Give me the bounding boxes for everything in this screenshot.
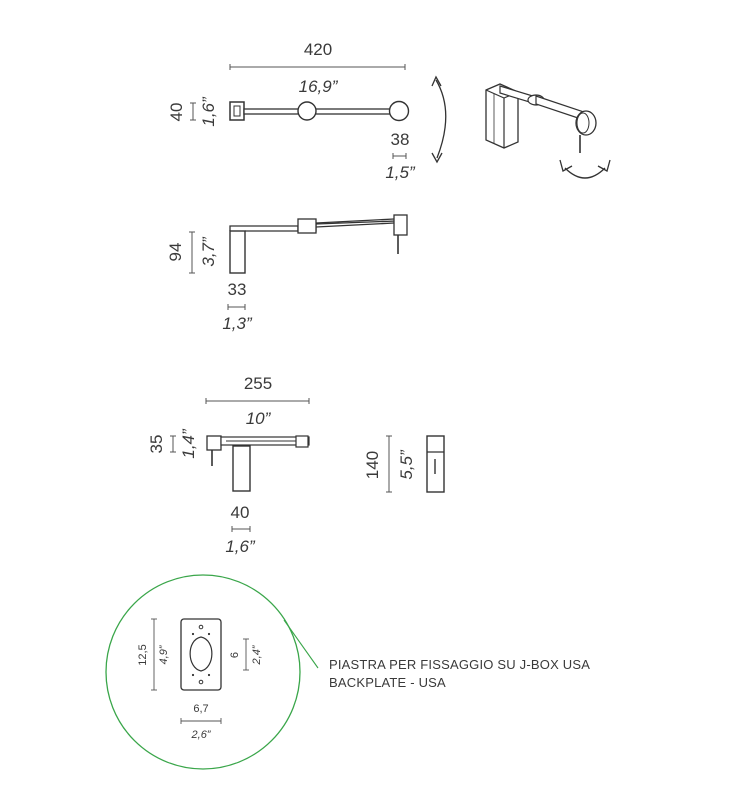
head-in: 1,5” — [385, 163, 415, 182]
side-depth-mm: 33 — [227, 280, 247, 299]
top-width-mm: 420 — [303, 40, 333, 59]
folded-base-in: 1,6” — [225, 537, 255, 556]
folded-width-in: 10” — [245, 409, 271, 428]
front-height-in: 5,5” — [397, 450, 416, 480]
side-depth-in: 1,3” — [222, 314, 252, 333]
lamp-perspective-icon — [486, 84, 610, 178]
jbox-opening — [190, 637, 212, 671]
swivel-arrow-icon — [565, 168, 605, 178]
callout-leader — [284, 620, 318, 668]
hole-cm: 6 — [229, 651, 241, 659]
folded-base-mm: 40 — [230, 503, 250, 522]
top-height-mm: 40 — [167, 102, 186, 122]
arm-joint — [298, 102, 316, 120]
side-height-mm: 94 — [166, 242, 185, 262]
front-height-mm: 140 — [363, 450, 382, 480]
folded-view — [147, 374, 309, 556]
head-mm: 38 — [390, 130, 410, 149]
folded-height-in: 1,4” — [179, 429, 198, 459]
top-view — [167, 40, 446, 182]
rotation-arrow-icon — [436, 80, 446, 158]
folded-wall-box — [233, 446, 250, 491]
backplate-width-in: 2,6” — [191, 729, 211, 741]
side-height-in: 3,7” — [199, 237, 218, 267]
backplate-detail — [106, 575, 590, 769]
top-width-in: 16,9” — [298, 77, 338, 96]
side-lamp-head — [394, 215, 407, 235]
folded-width-mm: 255 — [243, 374, 273, 393]
hole-in: 2,4” — [251, 645, 263, 665]
lamp-head — [390, 102, 409, 121]
folded-height-mm: 35 — [147, 434, 166, 454]
backplate-height-cm: 12,5 — [137, 644, 149, 666]
front-view — [363, 436, 444, 492]
side-view — [166, 215, 407, 333]
callout-line-2: BACKPLATE - USA — [329, 675, 446, 690]
backplate-width-cm: 6,7 — [193, 703, 209, 715]
arm-bar — [244, 109, 399, 114]
top-height-in: 1,6” — [199, 97, 218, 127]
backplate-height-in: 4,9” — [158, 645, 170, 665]
callout-line-1: PIASTRA PER FISSAGGIO SU J-BOX USA — [329, 657, 591, 672]
wall-box — [230, 231, 245, 273]
